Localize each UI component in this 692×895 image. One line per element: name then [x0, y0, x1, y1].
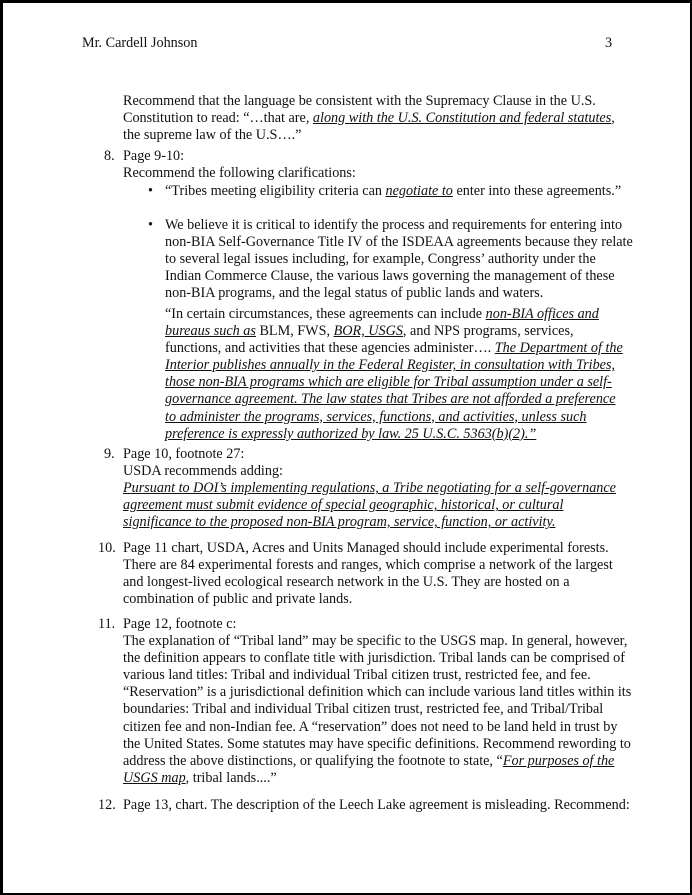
- item-lead: Recommend the following clarifications:: [123, 165, 356, 182]
- emphasized-text: BOR, USGS: [333, 323, 403, 340]
- emphasized-text: preference is expressly authorized by law. 25 U.S.C. 5363(b)(2).”: [165, 425, 537, 442]
- item-title: Page 12, footnote c:: [123, 616, 237, 632]
- bullet-icon: •: [148, 217, 153, 233]
- quote-line: [165, 426, 645, 443]
- emphasized-text: significance to the proposed non-BIA program, service, function, or activity.: [123, 514, 556, 531]
- item-number: 9.: [104, 446, 115, 462]
- emphasized-text: agreement must submit evidence of special geographic, historical, or cultural: [123, 497, 564, 514]
- item-line: the United States. Some statutes may have specific definitions. Recommend rewording to: [123, 735, 631, 752]
- item-11: [123, 616, 643, 787]
- text-run: BLM, FWS,: [255, 323, 334, 340]
- text-run: “In certain circumstances, these agreements can include: [165, 306, 486, 322]
- page-number: 3: [605, 35, 613, 51]
- text-run: address the above distinctions, or qualifying the footnote to state, “: [123, 752, 503, 769]
- quote-line: [165, 340, 645, 357]
- item-line: Page 13, chart. The description of the Leech Lake agreement is misleading. Recommend:: [123, 797, 630, 813]
- quote-line: [165, 391, 645, 408]
- item-10: [123, 540, 643, 608]
- item-line: and longest-lived ecological research network in the U.S. They are hosted on a: [123, 574, 570, 591]
- item-number: 11.: [98, 616, 116, 632]
- item-line: citizen fee and non-Indian fee. A “reservation” does not need to be land held in trust by: [123, 718, 618, 735]
- item-title: Page 10, footnote 27:: [123, 446, 245, 462]
- text-run: , tribal lands....”: [185, 769, 277, 786]
- item-line: combination of public and private lands.: [123, 591, 353, 608]
- text-run: Constitution to read: “…that are,: [123, 110, 313, 127]
- item-line: [123, 770, 643, 787]
- emphasized-text: non-BIA offices and: [485, 306, 599, 322]
- emphasized-text: bureaus such as: [165, 323, 256, 340]
- text-run: , and NPS programs, services,: [402, 323, 574, 340]
- item-8: [123, 148, 643, 182]
- item-line: boundaries: Tribal and individual Tribal citizen trust, restricted fee, and Tribal/Tribal: [123, 701, 604, 718]
- item-line: [123, 514, 643, 531]
- item-line: [123, 497, 643, 514]
- emphasized-text: those non-BIA programs which are eligible for Tribal assumption under a self-: [165, 374, 612, 391]
- item-line: Page 11 chart, USDA, Acres and Units Managed should include experimental forests.: [123, 540, 609, 556]
- item-title: Page 9-10:: [123, 148, 185, 164]
- item-line: [123, 480, 643, 497]
- quote-line: [165, 409, 645, 426]
- intro-line: the supreme law of the U.S….”: [123, 127, 302, 144]
- item-12: [123, 797, 643, 814]
- item-9: [123, 446, 643, 531]
- emphasized-text: to administer the programs, services, functions, and activities, unless such: [165, 408, 587, 425]
- quote-line: [165, 374, 645, 391]
- recipient-header: Mr. Cardell Johnson: [82, 35, 198, 51]
- item-line: various land titles: Tribal and individual Tribal citizen trust, restricted fee, and fee.: [123, 667, 591, 684]
- item-lead: USDA recommends adding:: [123, 463, 283, 480]
- item-line: There are 84 experimental forests and ranges, which comprise a network of the largest: [123, 557, 613, 574]
- item-line: the definition appears to conflate title with jurisdiction. Tribal lands can be comprised of: [123, 650, 625, 667]
- item-number: 10.: [98, 540, 116, 556]
- bullet-line: [165, 183, 645, 200]
- item-line: “Reservation” is a jurisdictional definition which can include various land titles within its: [123, 684, 632, 701]
- text-run: functions, and activities that these agencies administer….: [165, 340, 495, 357]
- emphasized-text: USGS map: [123, 769, 186, 786]
- item-line: [123, 753, 643, 770]
- text-run: “Tribes meeting eligibility criteria can: [165, 183, 386, 199]
- bullet-line: Indian Commerce Clause, the various laws governing the management of these: [165, 268, 615, 285]
- emphasized-text: Pursuant to DOI’s implementing regulations, a Tribe negotiating for a self-governance: [123, 480, 616, 497]
- bullet-line: to several legal issues including, for example, Congress’ authority under the: [165, 251, 596, 268]
- emphasized-text: For purposes of the: [502, 752, 615, 769]
- bullet-item: [165, 183, 645, 200]
- emphasized-text: along with the U.S. Constitution and federal statutes: [312, 110, 612, 127]
- quote-line: [165, 323, 645, 340]
- quote-line: [165, 306, 645, 323]
- bullet-icon: •: [148, 183, 153, 199]
- bullet-line: non-BIA Self-Governance Title IV of the ISDEAA agreements because they relate: [165, 234, 633, 251]
- bullet-line: We believe it is critical to identify the process and requirements for entering into: [165, 217, 623, 233]
- text-run: enter into these agreements.”: [452, 183, 622, 199]
- intro-line: Recommend that the language be consistent with the Supremacy Clause in the U.S.: [123, 93, 596, 109]
- quote-line: [165, 357, 645, 374]
- emphasized-text: negotiate to: [385, 183, 453, 199]
- intro-line: [123, 110, 643, 127]
- quoted-passage: [165, 306, 645, 443]
- emphasized-text: The Department of the: [494, 340, 623, 357]
- intro-paragraph: [123, 93, 643, 144]
- bullet-line: non-BIA programs, and the legal status of public lands and waters.: [165, 285, 544, 302]
- emphasized-text: Interior publishes annually in the Federal Register, in consultation with Tribes,: [165, 357, 616, 374]
- emphasized-text: governance agreement. The law states that Tribes are not afforded a preference: [165, 391, 616, 408]
- bullet-item: [165, 217, 645, 302]
- item-number: 12.: [98, 797, 116, 813]
- text-run: ,: [611, 110, 615, 127]
- item-number: 8.: [104, 148, 115, 164]
- item-line: The explanation of “Tribal land” may be specific to the USGS map. In general, however,: [123, 633, 628, 650]
